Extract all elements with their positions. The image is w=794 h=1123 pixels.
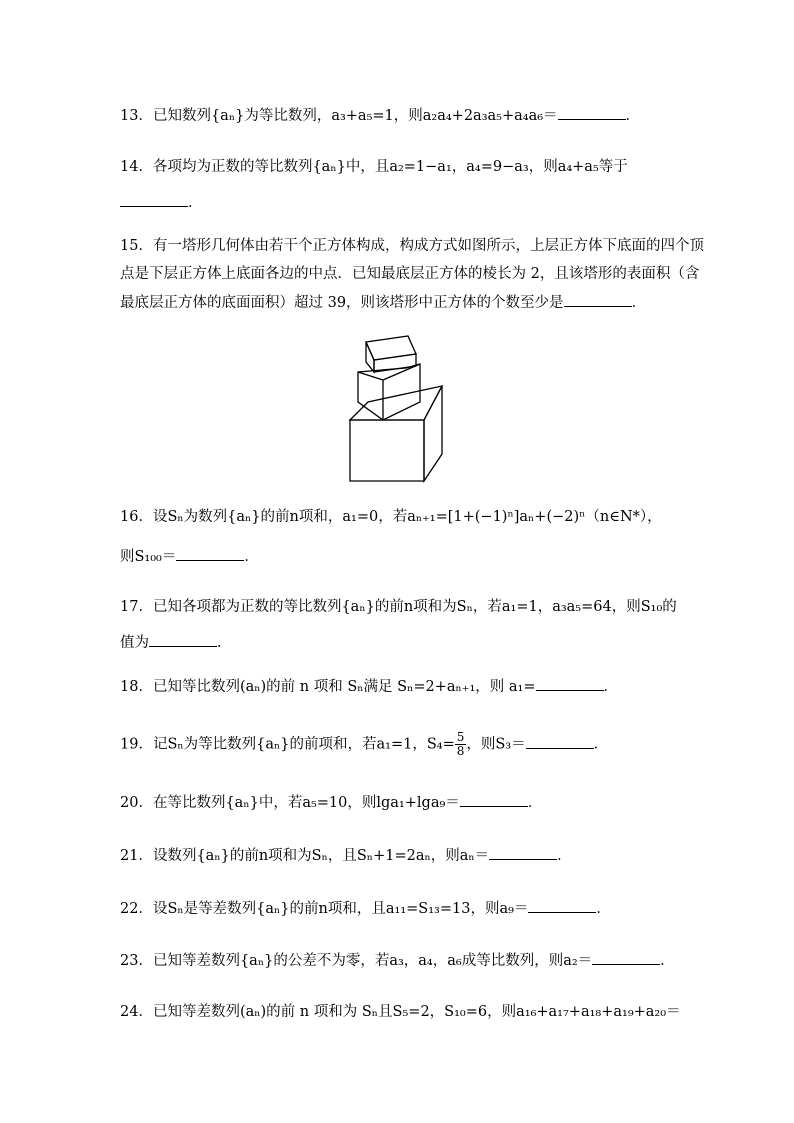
answer-blank (176, 546, 244, 561)
problem-text-end: ． (593, 736, 609, 753)
problem-text-end: ． (188, 195, 203, 211)
problem-22 (120, 898, 611, 919)
fraction-numerator: 5 (456, 730, 465, 744)
problem-text-end: ． (244, 549, 259, 565)
problem-text: 22．设Sₙ是等差数列{aₙ}的前n项和，且a₁₁=S₁₃=13，则a₉＝ (120, 901, 529, 917)
problem-text: 14．各项均为正数的等比数列{aₙ}中，且a₂=1−a₁，a₄=9−a₃，则a₄+a₅等于 (120, 159, 628, 175)
problem-text: 24．已知等差数列(aₙ)的前 n 项和为 Sₙ且S₅=2，S₁₀=6，则a₁₆+a₁₇+a₁₈+a₁₉+a₂₀＝ (120, 1004, 681, 1020)
answer-blank (592, 950, 660, 965)
problem-14 (120, 157, 628, 177)
answer-blank (149, 632, 217, 647)
problem-text: 15．有一塔形几何体由若干个正方体构成，构成方式如图所示，上层正方体下底面的四个顶 (120, 238, 704, 254)
problem-text: 17．已知各项都为正数的等比数列{aₙ}的前n项和为Sₙ，若a₁=1，a₃a₅=64，则S₁₀的 (120, 599, 677, 615)
problem-15-line-3 (120, 292, 646, 313)
problem-text: 最底层正方体的底面面积）超过 39，则该塔形中正方体的个数至少是 (120, 295, 564, 311)
answer-blank (526, 734, 594, 749)
problem-text-end: ． (596, 901, 611, 917)
problem-text: 21．设数列{aₙ}的前n项和为Sₙ，且Sₙ+1=2aₙ，则aₙ＝ (120, 848, 490, 864)
problem-text-end: ． (217, 635, 232, 651)
answer-blank (558, 105, 626, 120)
problem-text-end: ． (660, 953, 675, 969)
problem-21 (120, 845, 572, 866)
problem-19 (120, 731, 608, 758)
problem-16-line-1 (120, 507, 662, 527)
problem-text: 13．已知数列{aₙ}为等比数列，a₃+a₅=1，则a₂a₄+2a₃a₅+a₄a₆＝ (120, 108, 558, 124)
problem-24 (120, 1002, 681, 1022)
problem-text: 16．设Sₙ为数列{aₙ}的前n项和，a₁=0，若aₙ₊₁=[1+(−1)ⁿ]aₙ+(−2)ⁿ（n∈N*）， (120, 509, 662, 525)
answer-blank (536, 676, 604, 691)
problem-text-end: ． (557, 848, 572, 864)
problem-17-line-2 (120, 632, 232, 653)
answer-blank (489, 845, 557, 860)
problem-15-line-1 (120, 236, 704, 256)
problem-13 (120, 105, 640, 126)
problem-text-end: ． (527, 795, 543, 811)
problem-16-line-2 (120, 546, 259, 567)
problem-text: ，则S₃＝ (466, 736, 526, 753)
fraction (455, 731, 467, 758)
problem-text: 23．已知等差数列{aₙ}的公差不为零，若a₃，a₄，a₆成等比数列，则a₂＝ (120, 953, 593, 969)
problem-text: 点是下层正方体上底面各边的中点．已知最底层正方体的棱长为 2，且该塔形的表面积（含 (120, 266, 700, 282)
fraction-denominator: 8 (456, 744, 465, 758)
tower-cubes-figure (346, 328, 446, 484)
problem-text: 值为 (120, 635, 149, 651)
problem-23 (120, 950, 675, 971)
problem-18 (120, 676, 618, 697)
answer-blank (120, 192, 188, 207)
problem-text-end: ． (603, 679, 618, 695)
problem-15-line-2 (120, 264, 699, 284)
answer-blank (564, 292, 632, 307)
answer-blank (460, 792, 528, 807)
problem-text-end: ． (631, 295, 647, 311)
problem-14-answer-line (120, 192, 203, 213)
problem-17-line-1 (120, 597, 677, 617)
problem-text-end: ． (625, 108, 641, 124)
problem-20 (120, 792, 542, 813)
problem-text: 18．已知等比数列(aₙ)的前 n 项和 Sₙ满足 Sₙ=2+aₙ₊₁，则 a₁= (120, 679, 536, 695)
problem-text: 20．在等比数列{aₙ}中，若a₅=10，则lga₁+lga₉＝ (120, 795, 460, 811)
answer-blank (528, 898, 596, 913)
problem-text: 19．记Sₙ为等比数列{aₙ}的前项和，若a₁=1，S₄= (120, 736, 455, 753)
problem-text: 则S₁₀₀＝ (120, 549, 177, 565)
